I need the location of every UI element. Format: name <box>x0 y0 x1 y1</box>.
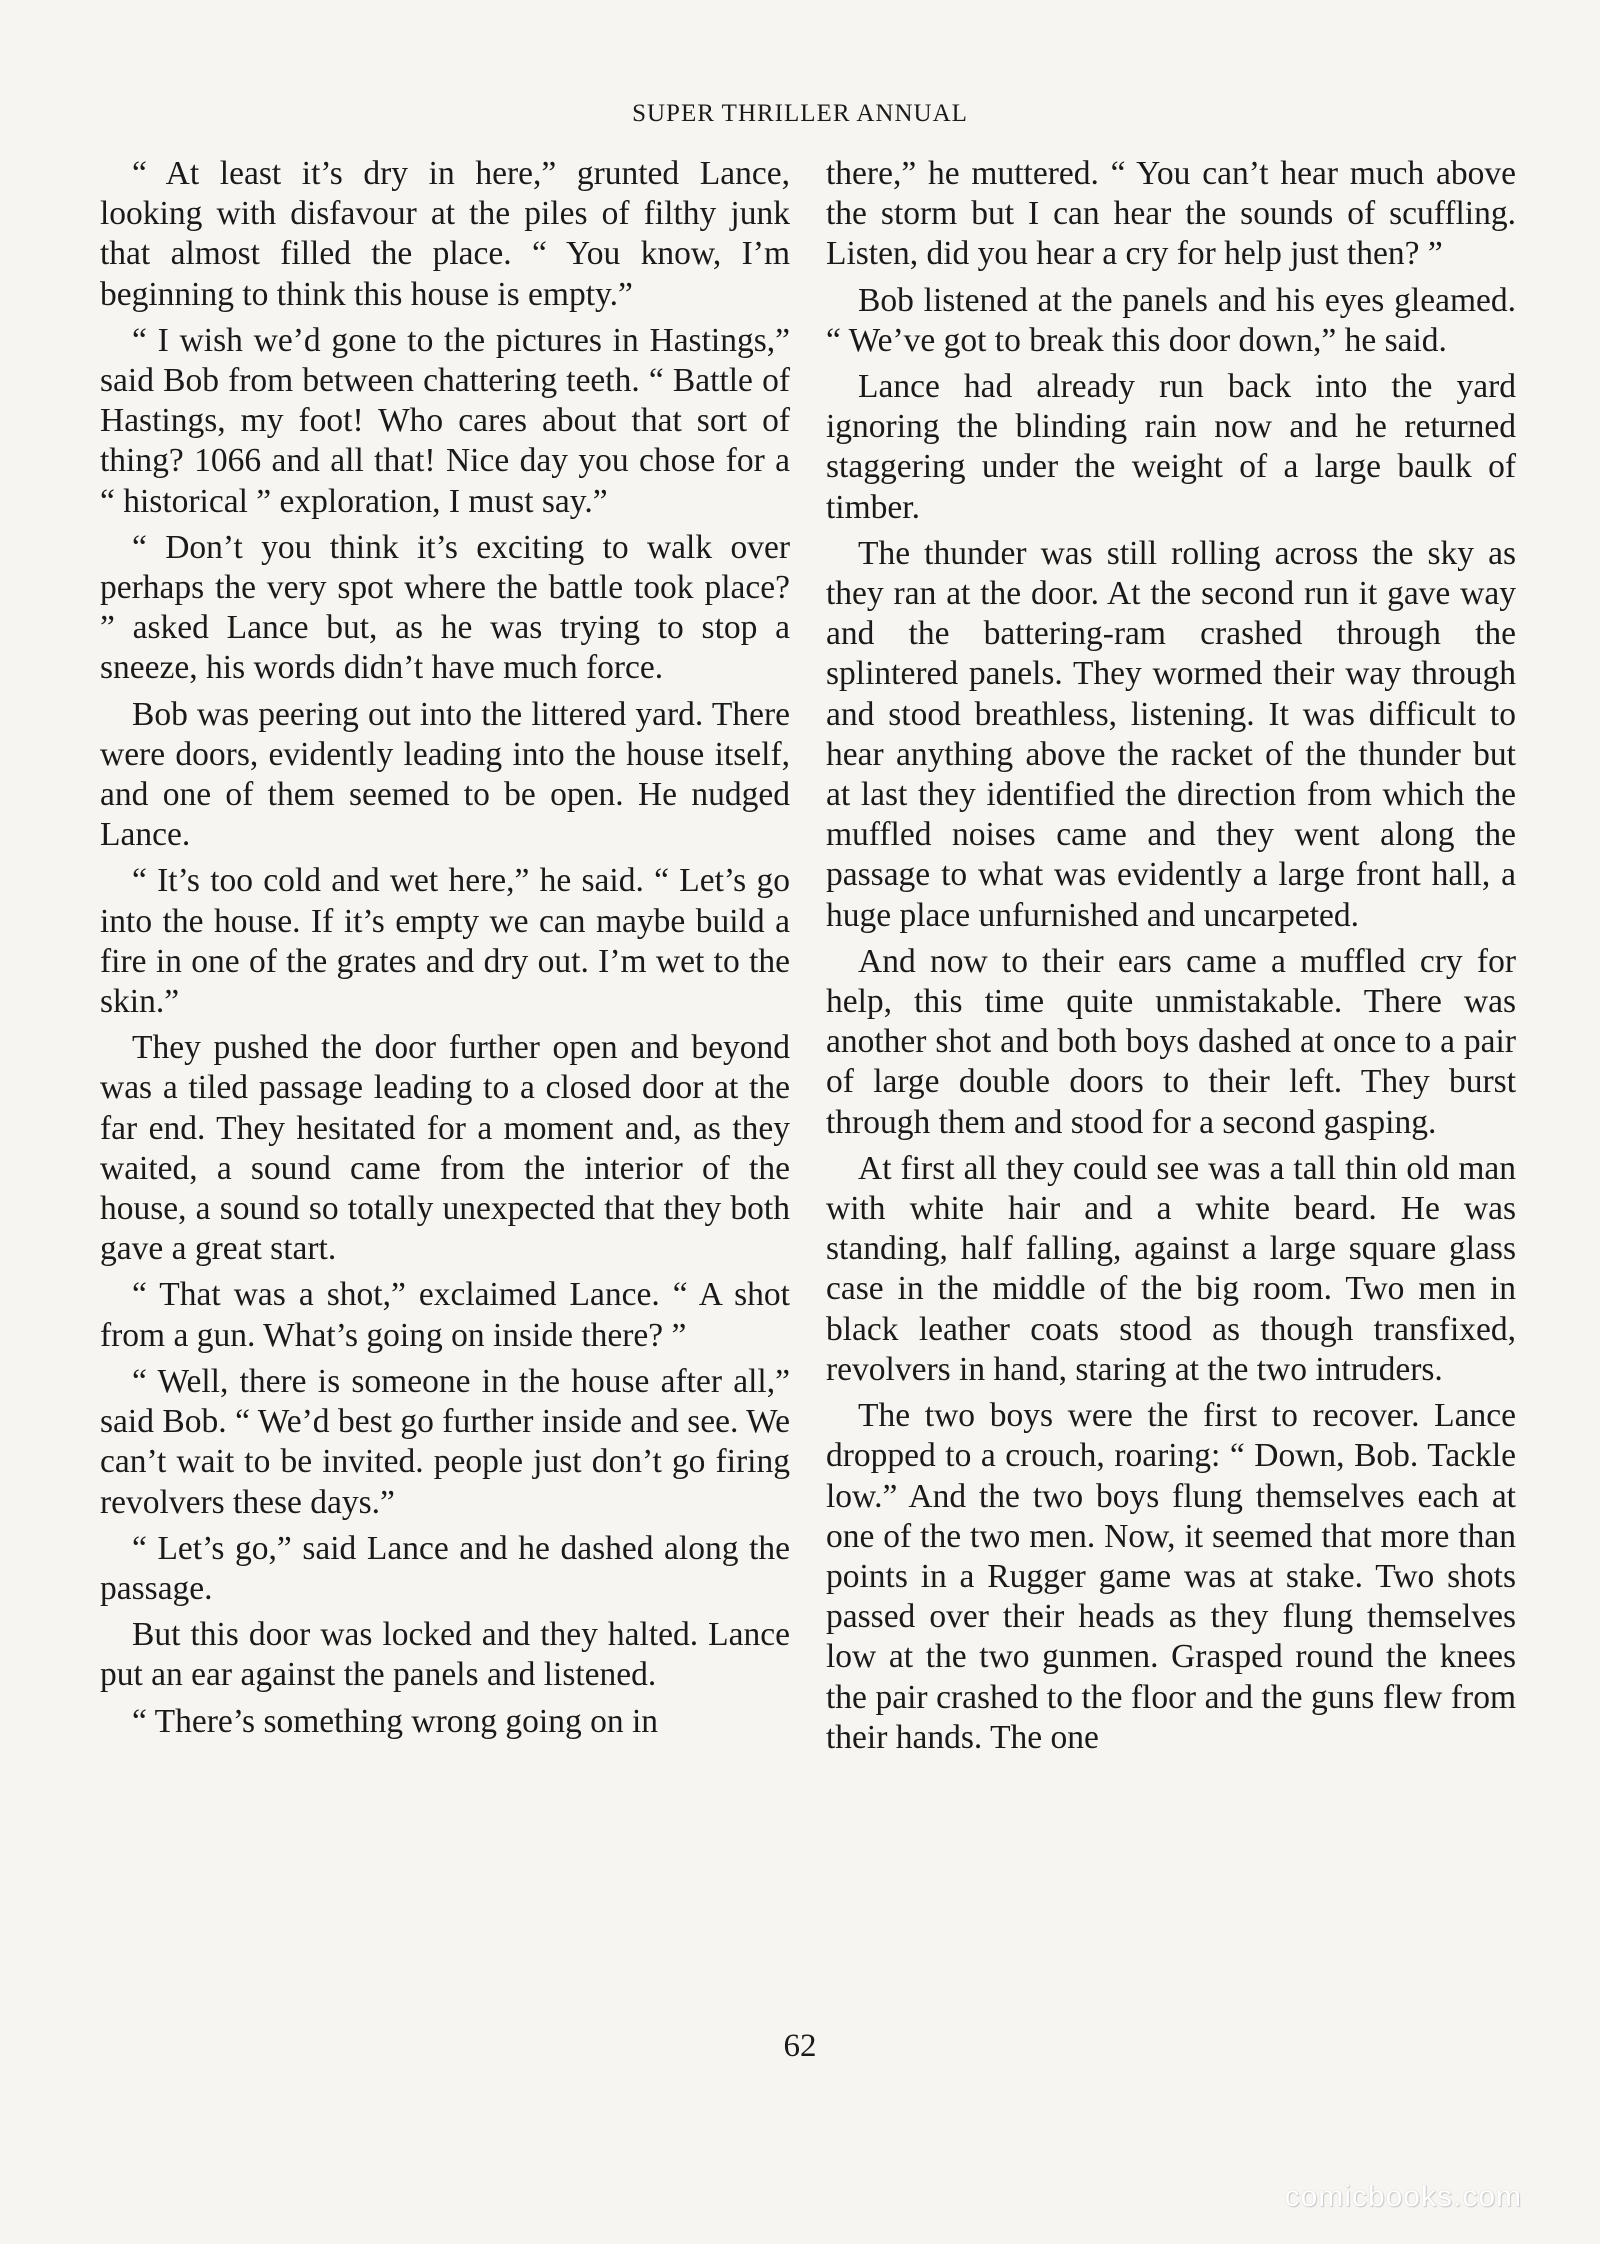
paragraph: “ I wish we’d gone to the pictures in Hastings,” said Bob from between chattering teeth. “ Battle of Hastings, my foot! Who cares about that sort of thing? 1066 and all that! Nice day you chose for a “ historical ” exploration, I must say.” <box>100 321 790 520</box>
paragraph: “ Don’t you think it’s exciting to walk over perhaps the very spot where the battle took place? ” asked Lance but, as he was trying to stop a sneeze, his words didn’t have much force. <box>100 528 790 687</box>
paragraph: “ Let’s go,” said Lance and he dashed along the passage. <box>100 1529 790 1607</box>
paragraph: “ There’s something wrong going on in <box>132 1702 659 1740</box>
paragraph: The two boys were the first to recover. Lance dropped to a crouch, roaring: “ Down, Bob. Tackle low.” And the two boys flung themselves each at one of the two men. Now, it seemed that more than points in a Rugger game was at stake. Two shots passed over their heads as they flung themselves low at the two gunmen. Grasped round the knees the pair crashed to the floor and the guns flew from their hands. The one <box>826 1397 1516 1756</box>
page-number: 62 <box>783 2028 817 2064</box>
watermark: comicbooks.com <box>1284 2180 1522 2213</box>
paragraph: “ That was a shot,” exclaimed Lance. “ A shot from a gun. What’s going on inside there? ” <box>100 1276 790 1354</box>
paragraph: They pushed the door further open and beyond was a tiled passage leading to a closed door at the far end. They hesitated for a moment and, as they waited, a sound came from the interior of the house, a sound so totally unexpected that they both gave a great start. <box>100 1029 790 1268</box>
paragraph: But this door was locked and they halted. Lance put an ear against the panels and listened. <box>100 1616 790 1694</box>
paragraph: “ At least it’s dry in here,” grunted Lance, looking with disfavour at the piles of filthy junk that almost filled the place. “ You know, I’m beginning to think this house is empty.” <box>100 155 790 313</box>
paragraph: Bob listened at the panels and his eyes gleamed. “ We’ve got to break this door down,” he said. <box>826 281 1516 359</box>
paragraph: And now to their ears came a muffled cry for help, this time quite unmistakable. There was another shot and both boys dashed at once to a pair of large double doors to their left. They burst through them and stood for a second gasping. <box>826 942 1516 1141</box>
right-column <box>826 154 1516 1764</box>
running-title: SUPER THRILLER ANNUAL <box>632 100 968 127</box>
paragraph: At first all they could see was a tall thin old man with white hair and a white beard. He was standing, half falling, against a large square glass case in the middle of the big room. Two men in black leather coats stood as though transfixed, revolvers in hand, staring at the two intruders. <box>826 1149 1516 1388</box>
paragraph: The thunder was still rolling across the sky as they ran at the door. At the second run it gave way and the battering-ram crashed through the splintered panels. They wormed their way through and stood breathless, listening. It was difficult to hear anything above the racket of the thunder but at last they identified the direction from which the muffled noises came and they went along the passage to what was evidently a large front hall, a huge place unfurnished and uncarpeted. <box>826 534 1516 934</box>
paragraph: “ Well, there is someone in the house after all,” said Bob. “ We’d best go further inside and see. We can’t wait to be invited. people just don’t go firing revolvers these days.” <box>100 1362 790 1521</box>
paragraph: “ It’s too cold and wet here,” he said. “ Let’s go into the house. If it’s empty we can maybe build a fire in one of the grates and dry out. I’m wet to the skin.” <box>100 862 790 1021</box>
left-column <box>100 154 790 1748</box>
paragraph: Bob was peering out into the littered yard. There were doors, evidently leading into the house itself, and one of them seemed to be open. He nudged Lance. <box>100 695 790 854</box>
paragraph: Lance had already run back into the yard ignoring the blinding rain now and he returned staggering under the weight of a large baulk of timber. <box>826 368 1516 526</box>
paragraph-continued: there,” he muttered. “ You can’t hear much above the storm but I can hear the sounds of scuffling. Listen, did you hear a cry for help just then? ” <box>826 155 1516 273</box>
